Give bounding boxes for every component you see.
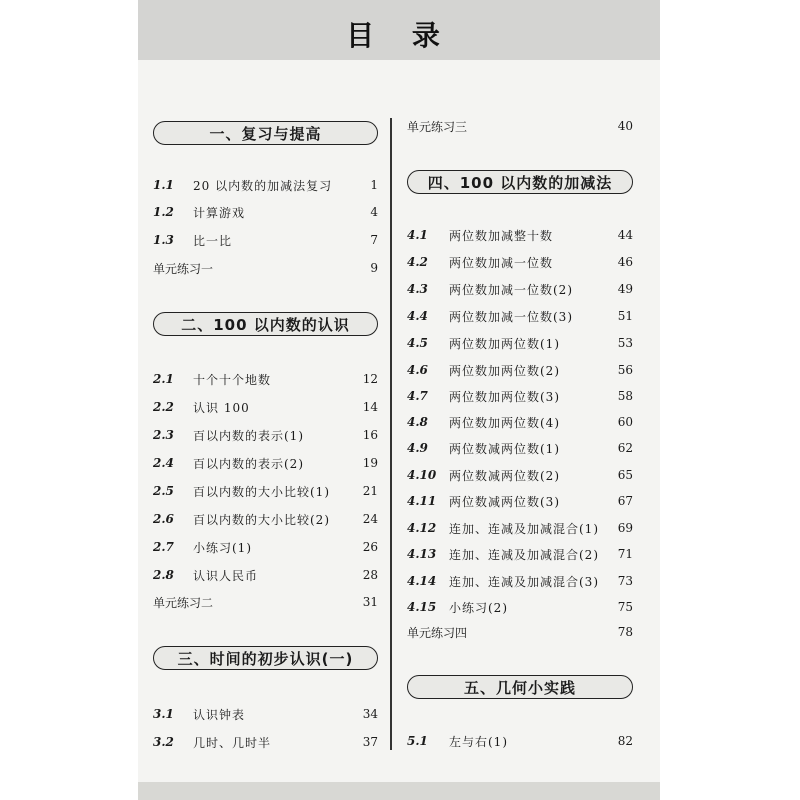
entry-page: 71 (617, 547, 633, 561)
entry-number: 3.1 (153, 707, 174, 721)
entry-number: 4.9 (407, 441, 428, 455)
entry-label: 两位数加减一位数 (449, 255, 554, 270)
unit-label: 单元练习一 (153, 261, 214, 276)
entry-label: 认识人民币 (193, 568, 259, 583)
entry-label: 比一比 (193, 233, 233, 248)
entry-label: 两位数加两位数(4) (449, 415, 560, 430)
entry-number: 2.5 (153, 484, 174, 498)
section-header-2[interactable]: 二、100 以内数的认识 (153, 312, 378, 336)
entry-label: 计算游戏 (193, 205, 246, 220)
entry-number: 4.14 (407, 574, 437, 588)
toc-entry-2-6[interactable] (153, 509, 378, 529)
entry-label: 左与右(1) (449, 734, 508, 749)
section-header-4[interactable]: 四、100 以内数的加减法 (407, 170, 633, 194)
toc-entry-3-1[interactable] (153, 704, 378, 724)
entry-number: 4.12 (407, 521, 437, 535)
entry-label: 连加、连减及加减混合(1) (449, 521, 599, 536)
entry-label: 连加、连减及加减混合(3) (449, 574, 599, 589)
entry-label: 两位数减两位数(3) (449, 494, 560, 509)
toc-entry-2-8[interactable] (153, 565, 378, 585)
toc-entry-4-2[interactable] (407, 252, 633, 272)
toc-entry-4-4[interactable] (407, 306, 633, 326)
entry-label: 两位数加两位数(3) (449, 389, 560, 404)
entry-page: 73 (617, 574, 633, 588)
toc-entry-3-2[interactable] (153, 732, 378, 752)
entry-number: 4.8 (407, 415, 428, 429)
entry-number: 2.4 (153, 456, 174, 470)
entry-page: 51 (617, 309, 633, 323)
entry-page: 56 (617, 363, 633, 377)
entry-number: 2.3 (153, 428, 174, 442)
entry-page: 12 (362, 372, 378, 386)
entry-page: 67 (617, 494, 633, 508)
entry-label: 连加、连减及加减混合(2) (449, 547, 599, 562)
entry-page: 69 (617, 521, 633, 535)
entry-label: 百以内数的大小比较(1) (193, 484, 330, 499)
entry-page: 82 (617, 734, 633, 748)
entry-page: 60 (617, 415, 633, 429)
toc-entry-4-8[interactable] (407, 412, 633, 432)
toc-entry-4-13[interactable] (407, 544, 633, 564)
entry-label: 小练习(2) (449, 600, 508, 615)
entry-number: 2.1 (153, 372, 174, 386)
entry-page: 75 (617, 600, 633, 614)
entry-label: 两位数加减一位数(2) (449, 282, 573, 297)
toc-entry-2-1[interactable] (153, 369, 378, 389)
entry-label: 百以内数的表示(1) (193, 428, 304, 443)
section-header-3[interactable]: 三、时间的初步认识(一) (153, 646, 378, 670)
toc-entry-4-7[interactable] (407, 386, 633, 406)
entry-number: 4.13 (407, 547, 437, 561)
entry-number: 4.3 (407, 282, 428, 296)
entry-number: 4.7 (407, 389, 428, 403)
page-title: 目 录 (346, 19, 454, 52)
entry-label: 认识 100 (193, 400, 250, 415)
entry-page: 31 (362, 595, 378, 609)
toc-entry-4-12[interactable] (407, 518, 633, 538)
toc-entry-4-11[interactable] (407, 491, 633, 511)
entry-label: 两位数加减一位数(3) (449, 309, 573, 324)
toc-entry-2-5[interactable] (153, 481, 378, 501)
entry-label: 20 以内数的加减法复习 (193, 178, 333, 193)
unit-label: 单元练习二 (153, 595, 214, 610)
unit-label: 单元练习四 (407, 625, 468, 640)
entry-number: 4.1 (407, 228, 428, 242)
entry-number: 1.1 (153, 178, 174, 192)
entry-page: 65 (617, 468, 633, 482)
toc-entry-2-4[interactable] (153, 453, 378, 473)
unit-label: 单元练习三 (407, 119, 468, 134)
entry-page: 24 (362, 512, 378, 526)
toc-entry-4-6[interactable] (407, 360, 633, 380)
entry-page: 37 (362, 735, 378, 749)
entry-number: 4.6 (407, 363, 428, 377)
entry-page: 16 (362, 428, 378, 442)
entry-page: 28 (362, 568, 378, 582)
entry-page: 44 (617, 228, 633, 242)
toc-entry-4-15[interactable] (407, 597, 633, 617)
entry-page: 46 (617, 255, 633, 269)
toc-entry-4-9[interactable] (407, 438, 633, 458)
entry-number: 4.10 (407, 468, 437, 482)
toc-entry-4-3[interactable] (407, 279, 633, 299)
entry-number: 2.6 (153, 512, 174, 526)
entry-label: 两位数加两位数(2) (449, 363, 560, 378)
footer-band (138, 782, 660, 800)
entry-page: 53 (617, 336, 633, 350)
entry-label: 百以内数的表示(2) (193, 456, 304, 471)
entry-label: 十个十个地数 (193, 372, 272, 387)
entry-label: 两位数减两位数(1) (449, 441, 560, 456)
entry-label: 两位数加减整十数 (449, 228, 554, 243)
toc-entry-5-1[interactable] (407, 731, 633, 751)
entry-number: 1.2 (153, 205, 174, 219)
toc-entry-1-1[interactable] (153, 175, 378, 195)
entry-number: 4.15 (407, 600, 437, 614)
entry-label: 几时、几时半 (193, 735, 272, 750)
entry-number: 4.11 (407, 494, 437, 508)
entry-number: 4.5 (407, 336, 428, 350)
entry-page: 7 (370, 233, 378, 247)
entry-label: 小练习(1) (193, 540, 252, 555)
unit-exercise-2[interactable] (153, 592, 378, 612)
entry-page: 26 (362, 540, 378, 554)
entry-page: 62 (617, 441, 633, 455)
unit-exercise-4[interactable] (407, 622, 633, 642)
toc-entry-1-2[interactable] (153, 202, 378, 222)
entry-number: 3.2 (153, 735, 174, 749)
entry-number: 4.2 (407, 255, 428, 269)
column-divider (390, 118, 392, 750)
entry-number: 5.1 (407, 734, 428, 748)
unit-exercise-1[interactable] (153, 258, 378, 278)
entry-number: 1.3 (153, 233, 174, 247)
entry-page: 4 (370, 205, 378, 219)
toc-entry-2-7[interactable] (153, 537, 378, 557)
entry-page: 34 (362, 707, 378, 721)
section-header-1[interactable]: 一、复习与提高 (153, 121, 378, 145)
entry-page: 21 (362, 484, 378, 498)
entry-page: 14 (362, 400, 378, 414)
toc-entry-1-3[interactable] (153, 230, 378, 250)
toc-entry-2-3[interactable] (153, 425, 378, 445)
entry-number: 2.8 (153, 568, 174, 582)
entry-page: 9 (370, 261, 378, 275)
entry-page: 1 (370, 178, 378, 192)
toc-entry-4-5[interactable] (407, 333, 633, 353)
entry-number: 2.2 (153, 400, 174, 414)
section-header-5[interactable]: 五、几何小实践 (407, 675, 633, 699)
entry-number: 4.4 (407, 309, 428, 323)
entry-label: 两位数减两位数(2) (449, 468, 560, 483)
entry-page: 40 (617, 119, 633, 133)
toc-entry-4-10[interactable] (407, 465, 633, 485)
toc-entry-2-2[interactable] (153, 397, 378, 417)
entry-label: 认识钟表 (193, 707, 246, 722)
entry-page: 49 (617, 282, 633, 296)
entry-label: 两位数加两位数(1) (449, 336, 560, 351)
entry-number: 2.7 (153, 540, 174, 554)
entry-page: 58 (617, 389, 633, 403)
entry-page: 78 (617, 625, 633, 639)
unit-exercise-3[interactable] (407, 116, 633, 136)
entry-page: 19 (362, 456, 378, 470)
toc-entry-4-14[interactable] (407, 571, 633, 591)
toc-entry-4-1[interactable] (407, 225, 633, 245)
entry-label: 百以内数的大小比较(2) (193, 512, 330, 527)
